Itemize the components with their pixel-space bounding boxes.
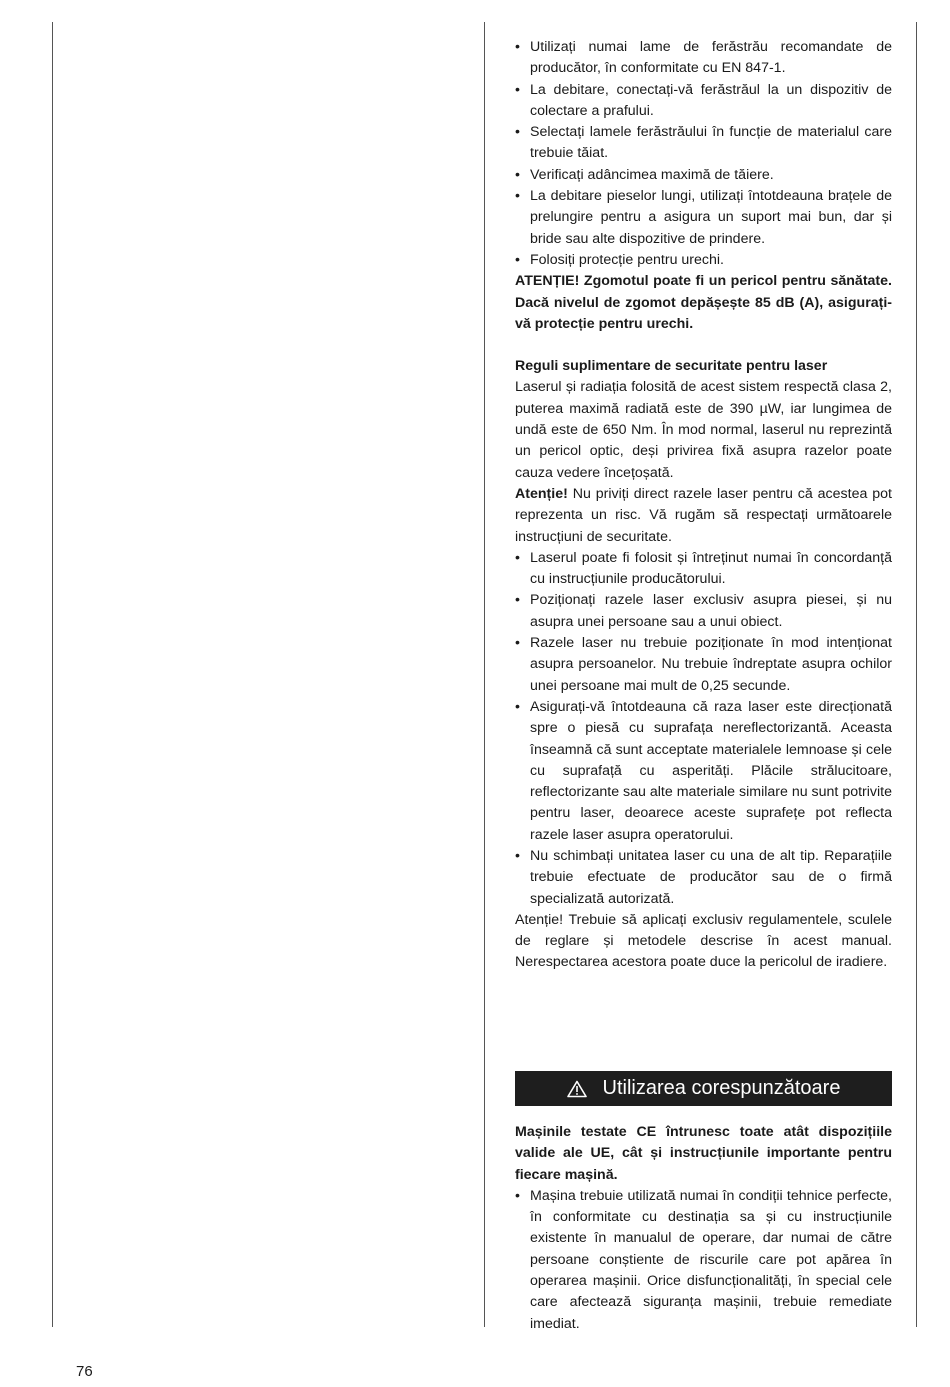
- attention-text: Nu priviți direct razele laser pentru că acestea pot reprezenta un risc. Vă rugăm să respectați următoarele instrucțiuni de securitate.: [515, 485, 892, 545]
- warning-triangle-icon: [567, 1080, 587, 1098]
- column-divider-rule: [484, 22, 485, 1327]
- safety-rules-column: [515, 37, 892, 974]
- proper-use-intro: Mașinile testate CE întrunesc toate atât dispozițiile valide ale UE, cât și instrucțiunile importante pentru fiecare mașină.: [515, 1124, 892, 1183]
- section-banner-proper-use: [515, 1071, 892, 1106]
- page-number: 76: [76, 1363, 93, 1380]
- laser-intro-paragraph: Laserul și radiația folosită de acest sistem respectă clasa 2, puterea maximă radiată este de 390 µW, iar lungimea de undă este de 650 Nm. În mod normal, laserul nu reprezintă un pericol optic, deși privirea fixă asupra razelor poate cauza vedere încețoșată.: [515, 379, 892, 481]
- list-item: • Razele laser nu trebuie poziționate în mod intenționat asupra persoanelor. Nu trebuie îndreptate asupra ochilor unei persoane mai mult de 0,25 secunde.: [515, 633, 892, 697]
- list-item: • Poziționați razele laser exclusiv asupra piesei, și nu asupra unei persoane sau a unui obiect.: [515, 590, 892, 633]
- noise-warning: ATENȚIE! Zgomotul poate fi un pericol pentru sănătate. Dacă nivelul de zgomot depășește 85 dB (A), asigurați-vă protecție pentru urechi.: [515, 273, 892, 332]
- laser-section-heading: Reguli suplimentare de securitate pentru laser: [515, 358, 828, 375]
- list-item: • La debitare pieselor lungi, utilizați întotdeauna brațele de prelungire pentru a asigura un suport mai bun, dar și bride sau alte dispozitive de prindere.: [515, 186, 892, 250]
- left-margin-rule: [52, 22, 53, 1327]
- laser-attention-paragraph: [515, 484, 892, 548]
- list-item: • Verificați adâncimea maximă de tăiere.: [515, 165, 892, 186]
- section-title: Utilizarea corespunzătoare: [602, 1077, 841, 1099]
- attention-label: Atenție!: [515, 485, 568, 502]
- right-margin-rule: [916, 22, 917, 1327]
- list-item: • Nu schimbați unitatea laser cu una de alt tip. Reparațiile trebuie efectuate de producător sau de o firmă specializată autorizată.: [515, 846, 892, 910]
- saw-blade-bullet-list: [515, 37, 892, 271]
- list-item: • Folosiți protecție pentru urechi.: [515, 250, 892, 271]
- laser-closing-paragraph: Atenție! Trebuie să aplicați exclusiv regulamentele, sculele de reglare și metodele descrise în acest manual. Nerespectarea acestora poate duce la pericolul de iradiere.: [515, 911, 892, 971]
- proper-use-bullet-list: [515, 1186, 892, 1335]
- list-item: • Laserul poate fi folosit și întreținut numai în concordanță cu instrucțiunile producătorului.: [515, 548, 892, 591]
- proper-use-column: [515, 1122, 892, 1335]
- laser-bullet-list: [515, 548, 892, 910]
- list-item: • Utilizați numai lame de ferăstrău recomandate de producător, în conformitate cu EN 847-1.: [515, 37, 892, 80]
- list-item: • Asigurați-vă întotdeauna că raza laser este direcționată spre o piesă cu suprafața nereflectorizantă. Aceasta înseamnă că sunt acceptate materialele lemnoase și cele cu suprafață cu asperități. Plăcile strălucitoare, reflectorizante sau alte materiale similare nu sunt potrivite pentru laser, deoarece aceste suprafețe pot reflecta razele laser asupra operatorului.: [515, 697, 892, 846]
- list-item: • Selectați lamele ferăstrăului în funcție de materialul care trebuie tăiat.: [515, 122, 892, 165]
- list-item: • Mașina trebuie utilizată numai în condiții tehnice perfecte, în conformitate cu destinația sa și cu instrucțiunile existente în manualul de operare, dar numai de către persoane conștiente de riscurile care pot apărea în operarea mașinii. Orice disfuncționalități, în special cele care afectează siguranța mașinii, trebuie remediate imediat.: [515, 1186, 892, 1335]
- list-item: • La debitare, conectați-vă ferăstrăul la un dispozitiv de colectare a prafului.: [515, 80, 892, 123]
